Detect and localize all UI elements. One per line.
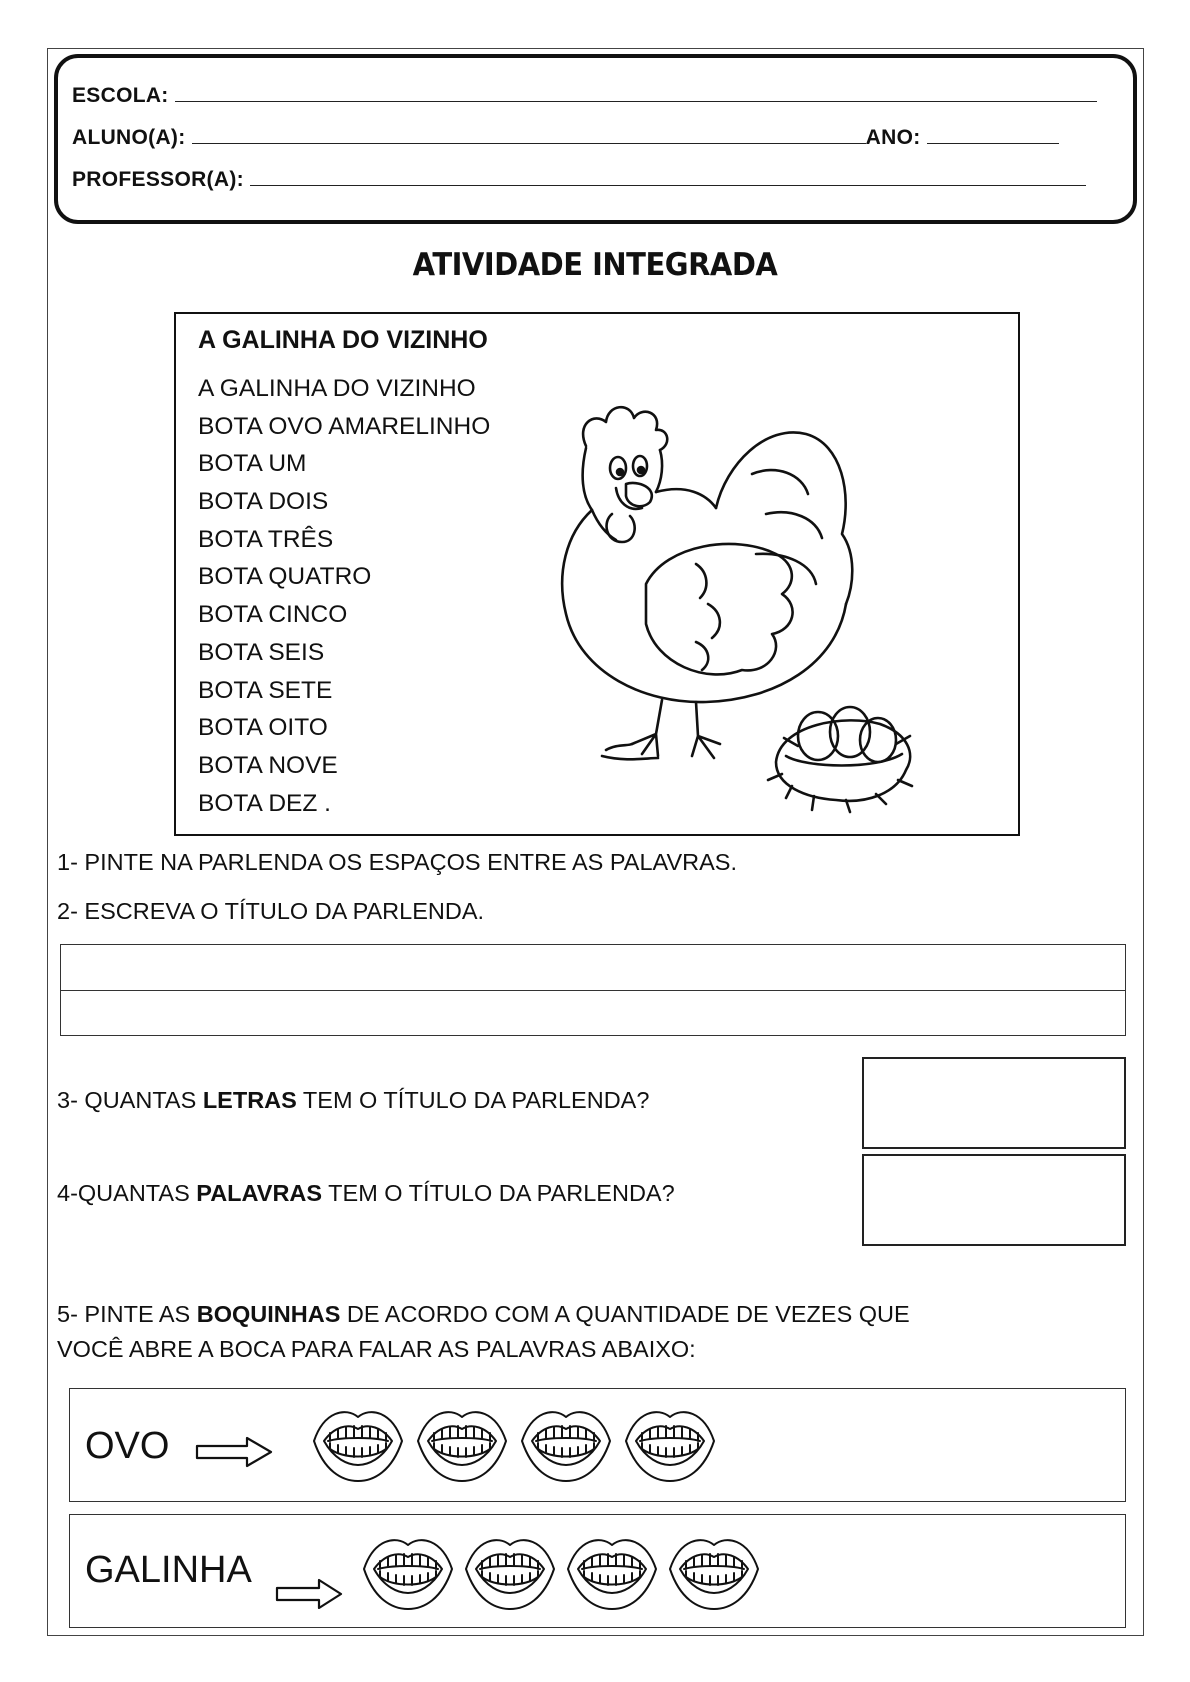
mouth-icon[interactable] bbox=[462, 1529, 558, 1618]
question-3-text: 3- QUANTAS bbox=[57, 1087, 203, 1113]
poem-line: BOTA SETE bbox=[198, 676, 333, 704]
word-label: GALINHA bbox=[85, 1549, 252, 1591]
poem-box bbox=[174, 312, 1020, 836]
question-5-line-2: VOCÊ ABRE A BOCA PARA FALAR AS PALAVRAS ABAIXO: bbox=[57, 1336, 696, 1362]
poem-line: A GALINHA DO VIZINHO bbox=[198, 375, 476, 402]
question-5-bold: BOQUINHAS bbox=[196, 1301, 341, 1327]
question-1: 1- PINTE NA PARLENDA OS ESPAÇOS ENTRE AS PALAVRAS. bbox=[57, 849, 737, 875]
letters-answer-box[interactable] bbox=[862, 1057, 1126, 1149]
question-4-text-end: TEM O TÍTULO DA PARLENDA? bbox=[322, 1180, 675, 1206]
hen-illustration bbox=[546, 384, 966, 824]
question-3-text-end: TEM O TÍTULO DA PARLENDA? bbox=[296, 1087, 650, 1113]
poem-line: BOTA OITO bbox=[198, 714, 328, 742]
poem-lines bbox=[198, 370, 490, 822]
poem-line: BOTA QUATRO bbox=[198, 563, 372, 591]
poem-title: A GALINHA DO VIZINHO bbox=[198, 326, 488, 354]
school-line bbox=[72, 84, 1097, 108]
words-answer-box[interactable] bbox=[862, 1154, 1126, 1246]
poem-line: BOTA OVO AMARELINHO bbox=[198, 412, 491, 440]
word-row-galinha bbox=[69, 1514, 1126, 1628]
poem-line: BOTA DEZ . bbox=[198, 789, 331, 817]
school-label: ESCOLA: bbox=[72, 84, 169, 107]
school-field[interactable] bbox=[175, 101, 1097, 102]
title-writing-box[interactable] bbox=[60, 944, 1126, 1036]
question-4 bbox=[57, 1180, 675, 1207]
year-field[interactable] bbox=[927, 143, 1059, 144]
mouth-icon[interactable] bbox=[360, 1529, 456, 1618]
word-label: OVO bbox=[85, 1425, 170, 1467]
writing-line bbox=[61, 990, 1125, 991]
question-2: 2- ESCREVA O TÍTULO DA PARLENDA. bbox=[57, 898, 485, 924]
word-row-ovo bbox=[69, 1388, 1126, 1502]
teacher-label: PROFESSOR(A): bbox=[72, 168, 244, 191]
mouth-icon[interactable] bbox=[414, 1401, 510, 1490]
question-5-text: 5- PINTE AS bbox=[57, 1301, 197, 1327]
question-5-text-end: DE ACORDO COM A QUANTIDADE DE VEZES QUE bbox=[340, 1301, 910, 1327]
mouth-icon[interactable] bbox=[622, 1401, 718, 1490]
poem-line: BOTA NOVE bbox=[198, 751, 338, 779]
student-label: ALUNO(A): bbox=[72, 126, 186, 149]
right-arrow-icon bbox=[195, 1435, 275, 1469]
question-5-line-1 bbox=[57, 1301, 910, 1328]
teacher-line bbox=[72, 168, 1086, 192]
teacher-field[interactable] bbox=[250, 185, 1086, 186]
year-label: ANO: bbox=[865, 126, 921, 149]
poem-line: BOTA TRÊS bbox=[198, 525, 334, 553]
mouth-icon[interactable] bbox=[564, 1529, 660, 1618]
mouth-icon[interactable] bbox=[518, 1401, 614, 1490]
page-title: ATIVIDADE INTEGRADA bbox=[412, 245, 778, 283]
student-field[interactable] bbox=[192, 143, 866, 144]
mouth-icon[interactable] bbox=[310, 1401, 406, 1490]
right-arrow-icon bbox=[275, 1575, 345, 1609]
poem-line: BOTA UM bbox=[198, 450, 307, 478]
poem-line: BOTA SEIS bbox=[198, 638, 325, 666]
question-3-bold: LETRAS bbox=[202, 1087, 297, 1113]
poem-line: BOTA CINCO bbox=[198, 601, 348, 629]
question-4-text: 4-QUANTAS bbox=[57, 1180, 197, 1206]
student-line bbox=[72, 126, 1059, 150]
poem-line: BOTA DOIS bbox=[198, 488, 329, 516]
question-3 bbox=[57, 1087, 649, 1114]
mouth-icon[interactable] bbox=[666, 1529, 762, 1618]
question-4-bold: PALAVRAS bbox=[196, 1180, 323, 1206]
